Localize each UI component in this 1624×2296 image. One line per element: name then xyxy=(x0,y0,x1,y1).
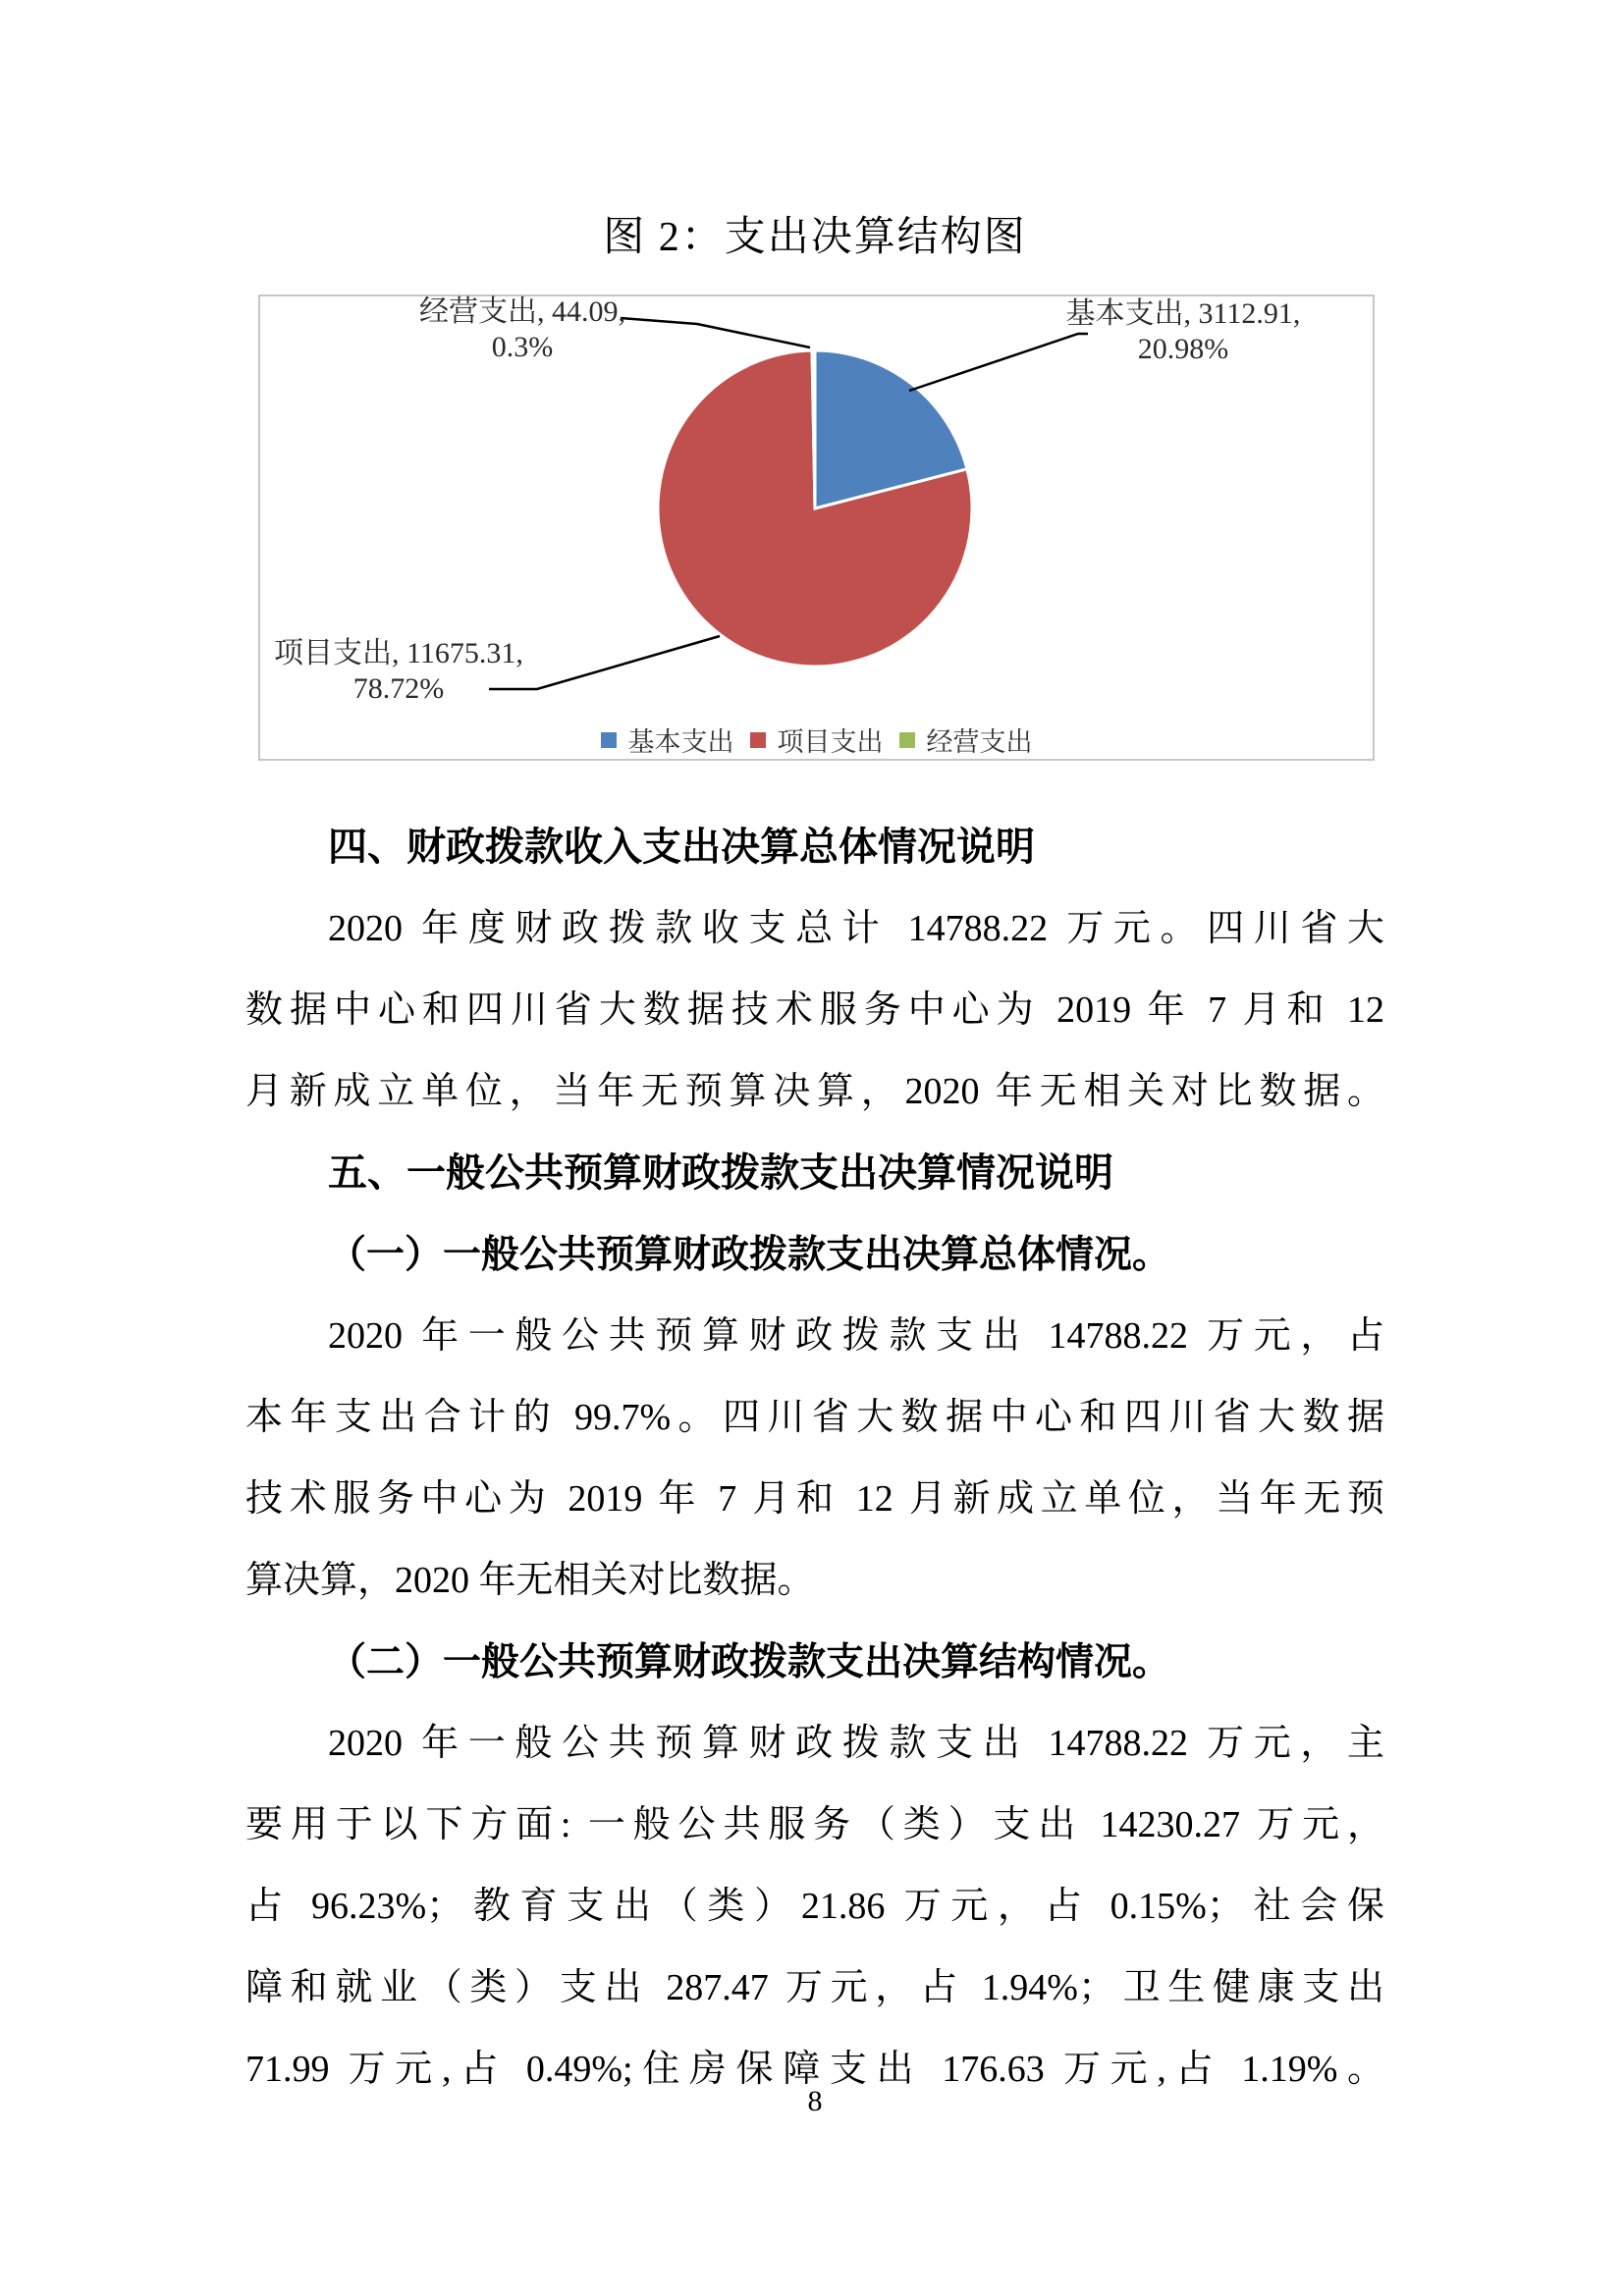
chart-legend xyxy=(258,721,1375,759)
body-text xyxy=(245,807,1384,2110)
para3-line4: 障和就业（类）支出 287.47 万元，占 1.94%；卫生健康支出 xyxy=(245,1967,1384,2008)
legend-item-jingying xyxy=(899,721,1033,759)
section-heading-5: 五、一般公共预算财政拨款支出决算情况说明 xyxy=(328,1151,1113,1195)
sub-heading-1: （一）一般公共预算财政拨款支出决算总体情况。 xyxy=(328,1234,1171,1276)
para1-line2: 数据中心和四川省大数据技术服务中心为 2019 年 7 月和 12 xyxy=(245,989,1384,1031)
para2-line2: 本年支出合计的 99.7%。四川省大数据中心和四川省大数据 xyxy=(245,1397,1384,1438)
figure-title: 图 2：支出决算结构图 xyxy=(603,215,1027,260)
page-number: 8 xyxy=(807,2085,823,2117)
para1-line1: 2020 年度财政拨款收支总计 14788.22 万元。四川省大 xyxy=(328,908,1384,949)
section-heading-4: 四、财政拨款收入支出决算总体情况说明 xyxy=(328,826,1035,869)
legend-label-xiangmu: 项目支出 xyxy=(777,727,884,757)
data-label-jingying-line2: 0.3% xyxy=(491,331,554,363)
legend-label-jiben: 基本支出 xyxy=(627,727,734,757)
data-label-jiben-line1: 基本支出, 3112.91, xyxy=(1065,297,1301,330)
para2-line1: 2020 年一般公共预算财政拨款支出 14788.22 万元，占 xyxy=(328,1315,1384,1357)
para3-line5: 71.99 万元,占 0.49%;住房保障支出 176.63 万元,占 1.19%。 xyxy=(245,2049,1384,2090)
para2-line3: 技术服务中心为 2019 年 7 月和 12 月新成立单位，当年无预 xyxy=(245,1478,1384,1520)
legend-item-jiben xyxy=(601,721,734,759)
para2-line4: 算决算，2020 年无相关对比数据。 xyxy=(245,1560,815,1601)
legend-swatch-jingying xyxy=(899,732,915,748)
data-label-xiangmu xyxy=(242,636,556,707)
para3-line2: 要用于以下方面: 一般公共服务（类）支出 14230.27 万元， xyxy=(245,1804,1384,1845)
data-label-jingying xyxy=(385,294,660,365)
data-label-xiangmu-line2: 78.72% xyxy=(352,672,445,705)
pie-slices-group xyxy=(658,350,972,667)
legend-label-jingying: 经营支出 xyxy=(926,727,1033,757)
para1-line3: 月新成立单位，当年无预算决算，2020 年无相关对比数据。 xyxy=(245,1071,1384,1112)
data-label-jingying-line1: 经营支出, 44.09, xyxy=(419,295,625,328)
data-label-xiangmu-line1: 项目支出, 11675.31, xyxy=(274,637,523,669)
data-label-jiben xyxy=(1031,296,1335,367)
para3-line3: 占 96.23%；教育支出（类）21.86 万元，占 0.15%；社会保 xyxy=(245,1886,1384,1927)
data-label-jiben-line2: 20.98% xyxy=(1137,333,1229,365)
para3-line1: 2020 年一般公共预算财政拨款支出 14788.22 万元，主 xyxy=(328,1723,1384,1764)
legend-item-xiangmu xyxy=(750,721,884,759)
legend-swatch-jiben xyxy=(601,732,617,748)
legend-swatch-xiangmu xyxy=(750,732,766,748)
sub-heading-2: （二）一般公共预算财政拨款支出决算结构情况。 xyxy=(328,1641,1171,1683)
